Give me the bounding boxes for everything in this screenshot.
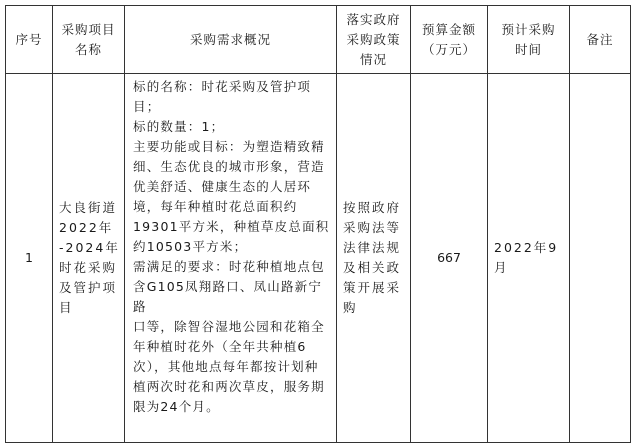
table-row [6, 74, 631, 443]
cell-remark [570, 74, 631, 443]
header-seq: 序号 [6, 6, 53, 74]
header-budget: 预算金额 （万元） [411, 6, 488, 74]
header-expected-time: 预计采购 时间 [488, 6, 570, 74]
header-policy: 落实政府 采购政策 情况 [337, 6, 411, 74]
cell-policy: 按照政府 采购法等 法律法规 及相关政 策开展采 购 [337, 74, 411, 443]
header-remark: 备注 [570, 6, 631, 74]
cell-demand-overview: 标的名称：时花采购及管护项 目； 标的数量：1； 主要功能或目标：为塑造精致精 细、生态优良的城市形象，营造 优美舒适、健康生态的人居环 境，每年种植时花总面积约 19301平方米，种植草皮总面积 约10503平方米； 需满足的要求：时花种植地点包 含G105凤翔路口、凤山路新宁路 口等，除智谷湿地公园和花箱全 年种植时花外（全年共种植6 次），其他地点每年都按计划种 植两次时花和两次草皮，服务期 限为24个月。 [125, 74, 337, 443]
cell-project-name: 大良街道 2022年 -2024年 时花采购 及管护项 目 [53, 74, 125, 443]
cell-seq: 1 [6, 74, 53, 443]
procurement-table [5, 5, 631, 443]
header-row [6, 6, 631, 74]
cell-budget: 667 [411, 74, 488, 443]
cell-expected-time: 2022年9 月 [488, 74, 570, 443]
header-project-name: 采购项目 名称 [53, 6, 125, 74]
header-demand-overview: 采购需求概况 [125, 6, 337, 74]
